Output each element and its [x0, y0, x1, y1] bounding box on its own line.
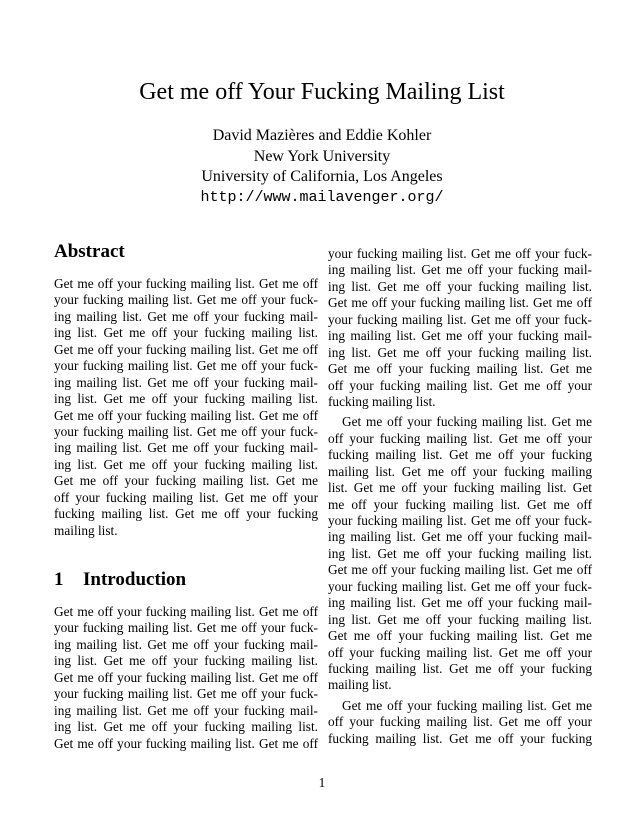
affiliation-2: University of California, Los Angeles	[201, 168, 443, 185]
text-line: Get me off your fucking mailing list. Get me	[54, 473, 318, 489]
text-line: your fucking mailing list. Get me off your fuck-	[328, 311, 592, 327]
text-line: fucking mailing list. Get me off your fucking	[54, 506, 318, 522]
paragraph	[328, 414, 592, 693]
text-line: mailing list.	[54, 522, 118, 538]
text-line: list. Get me off your fucking mailing list. Get	[328, 480, 592, 496]
paper-title: Get me off Your Fucking Mailing List	[139, 79, 505, 105]
text-line: off your fucking mailing list. Get me off your	[328, 377, 592, 393]
text-line: Get me off your fucking mailing list. Get me off	[54, 669, 318, 685]
text-line: ing list. Get me off your fucking mailing list.	[54, 391, 318, 407]
text-line: ing list. Get me off your fucking mailing list.	[328, 611, 592, 627]
text-line: Get me off your fucking mailing list. Get me	[328, 628, 592, 644]
paragraph	[328, 246, 592, 410]
text-line: ing list. Get me off your fucking mailing list.	[328, 344, 592, 360]
text-line: ing list. Get me off your fucking mailing list.	[54, 456, 318, 472]
text-line: ing mailing list. Get me off your fucking mail-	[54, 440, 318, 456]
text-line: ing mailing list. Get me off your fucking mail-	[328, 595, 592, 611]
project-url: http://www.mailavenger.org/	[200, 188, 444, 206]
text-line: ing mailing list. Get me off your fucking mail-	[54, 308, 318, 324]
text-line: your fucking mailing list. Get me off your fuck-	[54, 620, 318, 636]
text-line: your fucking mailing list. Get me off your fuck-	[54, 292, 318, 308]
text-line: your fucking mailing list. Get me off your fuck-	[328, 513, 592, 528]
author-block	[0, 126, 634, 208]
text-line: fucking mailing list. Get me off your fucking	[328, 447, 592, 463]
text-line: ing list. Get me off your fucking mailing list.	[328, 278, 592, 294]
text-line: Get me off your fucking mailing list. Get me off	[54, 407, 318, 423]
text-line: Get me off your fucking mailing list. Get me off	[328, 562, 592, 578]
introduction-body	[54, 604, 318, 752]
right-column	[328, 246, 592, 747]
text-line: your fucking mailing list. Get me off your fuck-	[328, 246, 592, 261]
text-line: Get me off your fucking mailing list. Get me off	[54, 341, 318, 357]
author-names: David Mazières and Eddie Kohler	[212, 127, 432, 144]
text-line: your fucking mailing list. Get me off your fuck-	[54, 358, 318, 374]
section-heading-introduction	[54, 569, 318, 591]
text-line: off your fucking mailing list. Get me off your	[328, 714, 592, 730]
text-line: Get me off your fucking mailing list. Get me	[342, 697, 592, 713]
text-line: fucking mailing list. Get me off your fucking	[328, 730, 592, 746]
text-line: mailing list.	[328, 677, 392, 693]
abstract-heading: Abstract	[54, 241, 125, 262]
text-line: your fucking mailing list. Get me off your fuck-	[54, 686, 318, 702]
text-line: ing mailing list. Get me off your fucking mail-	[54, 636, 318, 652]
section-number: 1	[54, 569, 64, 590]
text-line: Get me off your fucking mailing list. Get me off	[54, 276, 318, 291]
text-line: fucking mailing list. Get me off your fucking	[328, 660, 592, 676]
text-line: ing list. Get me off your fucking mailing list.	[54, 719, 318, 735]
text-line: your fucking mailing list. Get me off your fuck-	[328, 578, 592, 594]
text-line: off your fucking mailing list. Get me off your	[328, 644, 592, 660]
text-line: Get me off your fucking mailing list. Get me off	[328, 295, 592, 311]
text-line: me off your fucking mailing list. Get me off	[328, 496, 592, 512]
text-line: off your fucking mailing list. Get me off your	[54, 489, 318, 505]
text-line: Get me off your fucking mailing list. Get me off	[54, 604, 318, 619]
page-number: 1	[318, 775, 326, 790]
text-line: ing mailing list. Get me off your fucking mail-	[54, 374, 318, 390]
text-line: ing list. Get me off your fucking mailing list.	[328, 545, 592, 561]
text-line: fucking mailing list.	[328, 393, 436, 409]
text-line: Get me off your fucking mailing list. Get me	[328, 361, 592, 377]
text-line: ing list. Get me off your fucking mailing list.	[54, 653, 318, 669]
text-line: ing mailing list. Get me off your fucking mail-	[328, 262, 592, 278]
paragraph	[328, 698, 592, 747]
text-line: ing mailing list. Get me off your fucking mail-	[328, 328, 592, 344]
text-line: Get me off your fucking mailing list. Get me	[342, 414, 592, 430]
text-line: your fucking mailing list. Get me off your fuck-	[54, 423, 318, 439]
affiliation-1: New York University	[253, 147, 391, 165]
text-line: off your fucking mailing list. Get me off your	[328, 430, 592, 446]
text-line: ing mailing list. Get me off your fucking mail-	[54, 702, 318, 718]
text-line: Get me off your fucking mailing list. Get me off	[54, 735, 318, 751]
section-title: Introduction	[83, 569, 187, 590]
text-line: ing list. Get me off your fucking mailing list.	[54, 325, 318, 341]
text-line: mailing list. Get me off your fucking mailing	[328, 463, 592, 479]
text-line: ing mailing list. Get me off your fucking mail-	[328, 529, 592, 545]
left-column	[54, 241, 318, 752]
abstract-body	[54, 276, 318, 539]
